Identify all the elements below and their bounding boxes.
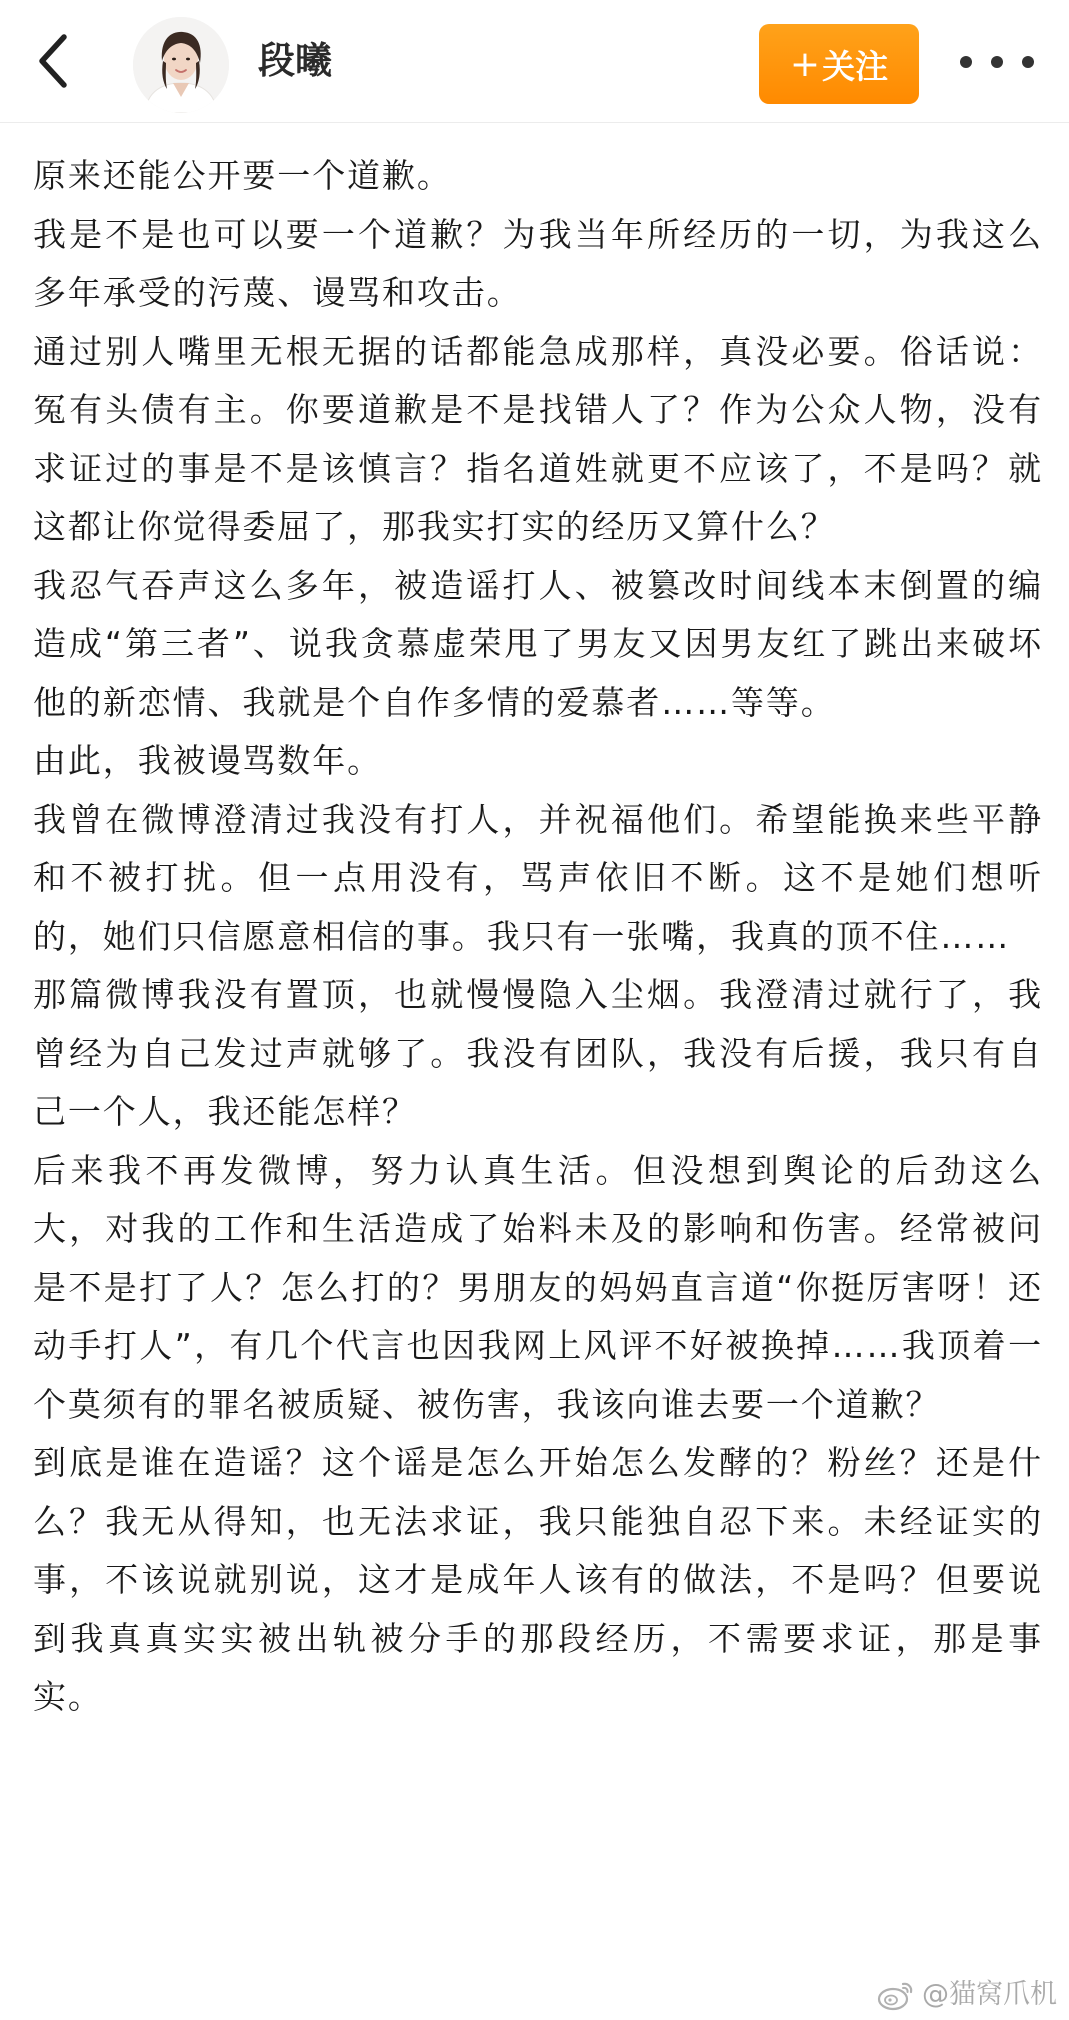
watermark-text: @猫窝爪机: [922, 1979, 1057, 2010]
post-paragraph: 由此，我被谩骂数年。: [33, 741, 382, 780]
post-paragraph: 我忍气吞声这么多年，被造谣打人、被篡改时间线本末倒置的编造成“第三者”、说我贪慕虚荣甩了男友又因男友红了跳出来破坏他的新恋情、我就是个自作多情的爱慕者……等等。: [33, 565, 1043, 722]
post-paragraph: 通过别人嘴里无根无据的话都能急成那样，真没必要。俗话说：冤有头债有主。你要道歉是不是找错人了？作为公众人物，没有求证过的事是不是该慎言？指名道姓就更不应该了，不是吗？就这都让你觉得委屈了，那我实打实的经历又算什么？: [33, 331, 1043, 546]
watermark: [876, 1975, 1057, 2015]
post-paragraph: 原来还能公开要一个道歉。: [33, 156, 452, 195]
more-button[interactable]: [960, 42, 1034, 82]
post-paragraph: 到底是谁在造谣？这个谣是怎么开始怎么发酵的？粉丝？还是什么？我无从得知，也无法求证，我只能独自忍下来。未经证实的事，不该说就别说，这才是成年人该有的做法，不是吗？但要说到我真真实实被出轨被分手的那段经历，不需要求证，那是事实。: [33, 1443, 1043, 1716]
plus-icon: +: [789, 43, 821, 85]
post-body: [33, 147, 1043, 1727]
post-paragraph: 那篇微博我没有置顶，也就慢慢隐入尘烟。我澄清过就行了，我曾经为自己发过声就够了。我没有团队，我没有后援，我只有自己一个人，我还能怎样？: [33, 975, 1043, 1131]
username[interactable]: 段曦: [258, 39, 332, 82]
avatar-photo: [133, 17, 229, 113]
follow-label: 关注: [822, 46, 889, 86]
post-paragraph: 后来我不再发微博，努力认真生活。但没想到舆论的后劲这么大，对我的工作和生活造成了始料未及的影响和伤害。经常被问是不是打了人？怎么打的？男朋友的妈妈直言道“你挺厉害呀！还动手打人”，有几个代言也因我网上风评不好被换掉……我顶着一个莫须有的罪名被质疑、被伤害，我该向谁去要一个道歉？: [33, 1150, 1043, 1424]
chevron-left-icon: [36, 33, 70, 89]
post-paragraph: 我是不是也可以要一个道歉？为我当年所经历的一切，为我这么多年承受的污蔑、谩骂和攻击。: [33, 214, 1043, 312]
follow-button[interactable]: [759, 24, 919, 104]
back-button[interactable]: [28, 30, 78, 92]
more-dots-icon: [960, 56, 972, 68]
avatar[interactable]: [133, 17, 229, 113]
top-bar: [0, 0, 1069, 123]
more-dots-icon: [991, 56, 1003, 68]
more-dots-icon: [1022, 56, 1034, 68]
weibo-logo-icon: [876, 1979, 916, 2011]
post-paragraph: 我曾在微博澄清过我没有打人，并祝福他们。希望能换来些平静和不被打扰。但一点用没有，骂声依旧不断。这不是她们想听的，她们只信愿意相信的事。我只有一张嘴，我真的顶不住……: [33, 799, 1043, 956]
